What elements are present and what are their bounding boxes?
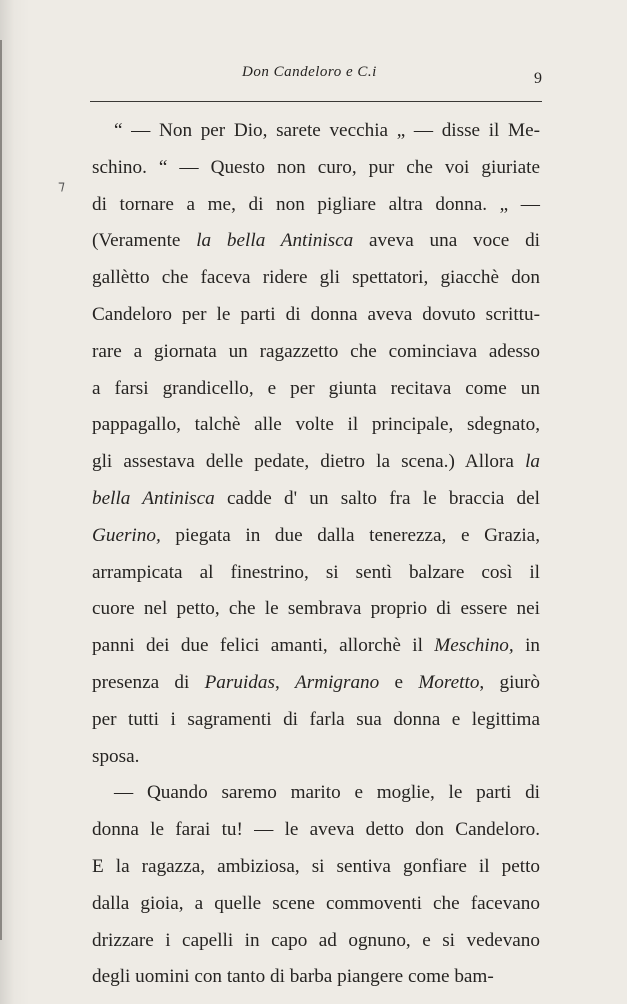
text-line [92, 959, 540, 996]
text-line [92, 444, 540, 481]
italic-text: Guerino, [92, 524, 161, 546]
text-line [92, 665, 540, 702]
text-line [92, 775, 540, 812]
text-segment: gli assestava delle pedate, dietro la scena.) Allora [92, 451, 526, 473]
text-segment: gallètto che faceva ridere gli spettatori, giacchè don [92, 267, 540, 289]
header-rule [90, 101, 542, 102]
text-line [92, 223, 540, 260]
text-segment: aveva una voce di [353, 230, 540, 252]
text-segment: , giurò [479, 671, 540, 693]
text-segment: sposa. [92, 745, 140, 767]
text-segment: arrampicata al finestrino, si sentì balzare così il [92, 561, 540, 583]
text-line [92, 923, 540, 960]
text-line [92, 481, 540, 518]
text-segment: (Veramente [92, 230, 197, 252]
text-line [92, 260, 540, 297]
running-title: Don Candeloro e C.i [242, 64, 377, 80]
text-line [92, 849, 540, 886]
text-segment: E la ragazza, ambiziosa, si sentiva gonfiare il petto [92, 855, 540, 877]
text-line [92, 702, 540, 739]
italic-text: Moretto [418, 671, 480, 693]
text-segment: “ — Non per Dio, sarete vecchia „ — disse il Me- [114, 120, 540, 141]
body-text [92, 113, 540, 996]
text-segment: cadde d' un salto fra le braccia del [214, 487, 540, 509]
text-line [92, 518, 540, 555]
italic-text: Meschino, [434, 635, 514, 657]
text-segment: presenza di [92, 671, 205, 693]
text-line [92, 886, 540, 923]
binding-edge [0, 40, 12, 940]
text-segment: e [379, 671, 419, 693]
text-segment: panni dei due felici amanti, allorchè il [92, 635, 435, 657]
italic-text: la [525, 451, 540, 473]
italic-text: Paruidas [204, 671, 275, 693]
text-segment: drizzare i capelli in capo ad ognuno, e si vedevano [92, 929, 540, 951]
text-line [92, 407, 540, 444]
text-line [92, 297, 540, 334]
text-segment: degli uomini con tanto di barba piangere come bam- [92, 966, 494, 988]
text-line [92, 739, 540, 776]
text-line [92, 555, 540, 592]
text-line [92, 113, 540, 150]
text-line [92, 187, 540, 224]
text-segment: , [274, 671, 296, 693]
text-segment: — Quando saremo marito e moglie, le parti di [114, 782, 540, 804]
text-segment: donna le farai tu! — le aveva detto don Candeloro. [92, 819, 540, 841]
italic-text: la bella Antinisca [196, 230, 354, 252]
text-line [92, 628, 540, 665]
text-segment: di tornare a me, di non pigliare altra donna. „ — [92, 193, 540, 215]
text-segment: a farsi grandicello, e per giunta recitava come un [92, 377, 540, 399]
page-number: 9 [534, 70, 542, 87]
italic-text: Armigrano [295, 671, 380, 693]
text-segment: in [513, 635, 540, 657]
text-line [92, 371, 540, 408]
text-segment: cuore nel petto, che le sembrava proprio di essere nei [92, 598, 540, 620]
text-segment: dalla gioia, a quelle scene commoventi che facevano [92, 892, 540, 914]
text-segment: piegata in due dalla tenerezza, e Grazia, [160, 524, 540, 546]
text-line [92, 812, 540, 849]
text-line [92, 150, 540, 187]
page-header [92, 64, 542, 88]
text-segment: pappagallo, talchè alle volte il principale, sdegnato, [92, 414, 540, 436]
text-line [92, 591, 540, 628]
text-segment: schino. “ — Questo non curo, pur che voi giuriate [92, 156, 540, 178]
margin-mark: ⁊ [58, 179, 65, 194]
text-line [92, 334, 540, 371]
text-segment: Candeloro per le parti di donna aveva dovuto scrittu- [92, 303, 540, 325]
text-segment: per tutti i sagramenti di farla sua donna e legittima [92, 708, 540, 730]
italic-text: bella Antinisca [92, 487, 215, 509]
text-segment: rare a giornata un ragazzetto che cominciava adesso [92, 340, 540, 362]
